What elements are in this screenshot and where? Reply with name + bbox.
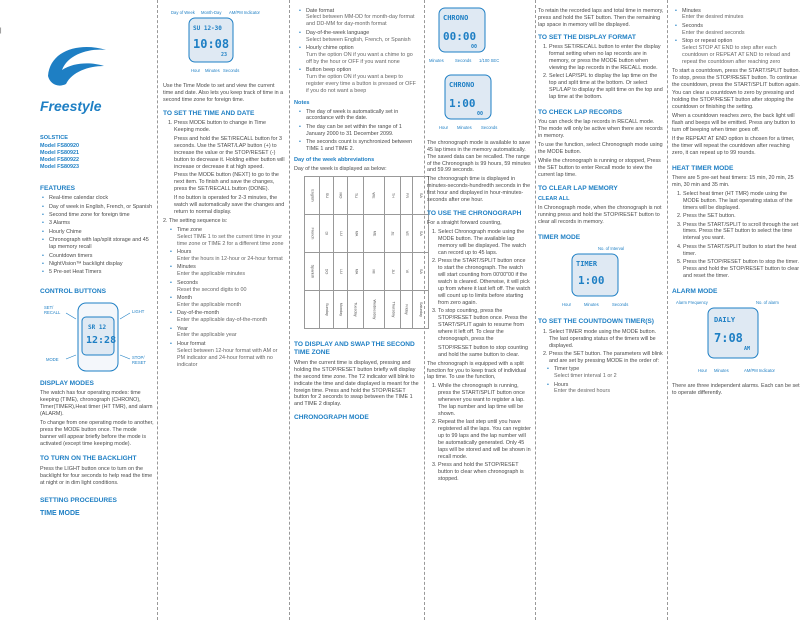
fold-line [667,0,668,620]
step-text: Press the MODE button (NEXT) to go to the next item. To finish and save the changes, press the SET/RECALL button (DONE). [174,172,279,193]
timer-mode-title: TIMER MODE [538,233,581,241]
sequence-item: • Button beep option Turn the option ON if you want a beep to register every time a button is pressed or OFF if you do not want a beep [306,67,420,95]
countdown-sequence [554,366,664,395]
note-item: • The day can be set within the range of 1 January 2000 to 31 December 2099. [306,124,420,138]
svg-text:10:08: 10:08 [193,37,230,51]
clear-all-title: CLEAR ALL [538,196,570,203]
step-item: 2. Press the SET button. [683,213,800,220]
svg-text:No. of Interval: No. of Interval [598,246,625,252]
step-item: 1. Select heat timer (HT TMR) mode using the MODE button. The last operating status of the timers will be displayed. [683,191,800,212]
set-time-title: TO SET THE TIME AND DATE [163,109,255,117]
sequence-item: • Day-of-the-week language Select between English, French, or Spanish [306,30,420,44]
svg-text:SET/: SET/ [44,304,54,310]
svg-text:1/100 SEC: 1/100 SEC [479,58,500,63]
svg-text:23: 23 [221,52,228,58]
svg-text:1:00: 1:00 [578,274,605,288]
svg-text:Seconds: Seconds [481,124,498,130]
svg-text:00: 00 [471,44,478,50]
table-cell [305,291,320,329]
svg-text:AM/PM Indicator: AM/PM Indicator [229,10,260,15]
sequence-item: • Stop or repeat option Select STOP AT END to step after each countdown or REPEAT AT END to reload and repeat the countdown after reaching zero [682,38,800,66]
svg-text:DAILY: DAILY [714,316,736,325]
table-cell: MA [348,215,363,253]
heat-timer-text: There are 5 pre-set heat timers: 15 min, 20 min, 25 min, 30 min and 35 min. [672,175,794,188]
solstice-title: SOLSTICE [40,135,68,141]
table-cell: Friday [401,291,413,329]
time-mode-title: TIME MODE [40,510,80,517]
svg-text:Minutes: Minutes [429,58,444,63]
svg-text:Hour: Hour [191,68,201,73]
chrono-text: The chronograph mode is available to save 45 lap times in the memory automatically. The saved data can be recalled. The range of the Chronograph is 99 hours, 59 minutes and 59.99 seconds. [427,139,531,174]
step-item: 5. Press the STOP/RESET button to stop the timer. Press and hold the STOP/RESET button to clear and reset the timer. [683,259,800,280]
display-format-title: TO SET THE DISPLAY FORMAT [538,33,636,41]
swap-text: When the current time is displayed, pressing and holding the STOP/RESET button briefly will display the second time zone. The T2 indicator will blink to indicate the time and date displayed is meant for the foreign time. Press and hold the STOP/RESET button for 2 seconds to swap between the TIME 1 and TIME 2 display. [294,359,419,408]
svg-text:STOP/: STOP/ [132,354,145,360]
fold-line [535,0,536,620]
table-cell: WE [363,177,384,215]
table-cell: Sunday [319,291,333,329]
table-cell: English [305,177,320,215]
feature-item: • Day of week in English, French, or Spanish [49,204,154,211]
svg-text:Minutes: Minutes [457,124,472,130]
sequence-item: • Time zone Select TIME 1 to set the current time in your time zone or TIME 2 for a different time zone [177,227,285,248]
svg-text:Seconds: Seconds [612,302,629,308]
display-modes-text: To change from one operating mode to another, press the MODE button once. The mode banner will appear briefly before the mode is activated (except time keeping mode). [40,419,154,447]
set-time-steps [174,120,285,216]
svg-text:Hour: Hour [698,368,708,374]
timer-text: To start a countdown, press the START/SPLIT button. To stop, press the STOP/RESET button. To continue the countdown, press the START/SPLIT button again. [672,67,800,88]
sequence-item: • Hours Enter the desired hours [554,382,664,396]
heat-timer-title: HEAT TIMER MODE [672,164,734,172]
sequence-item: • Minutes Enter the desired minutes [682,8,800,22]
svg-text:SR 12: SR 12 [88,323,107,331]
model-list [40,143,154,171]
time-mode-intro: Use the Time Mode to set and view the current time and date. Also lets you keep track of time in a second time zone for foreign time. [163,82,284,103]
table-cell: Wednesday [363,291,384,329]
check-lap-text: To use the function, select Chronograph mode using the MODE button. [538,142,663,155]
table-cell: SU [319,177,333,215]
notes-title: Notes [294,99,310,106]
feature-item: • Second time zone for foreign time [49,212,154,219]
note-item: • The seconds count is synchronized between TIME 1 and TIME 2. [306,139,420,153]
column-2 [163,0,285,620]
column-1 [40,0,154,620]
note-item: • The day of week is automatically set in accordance with the date. [306,109,420,123]
svg-text:MODE: MODE [46,356,59,362]
feature-item: • 3 Alarms [49,220,154,227]
step-text: Press MODE button to change in Time Keeping mode. [174,120,266,133]
svg-text:7:08: 7:08 [714,331,743,346]
svg-text:AM/PM Indicator: AM/PM Indicator [744,368,775,374]
table-cell: TU [348,177,363,215]
svg-text:00: 00 [477,110,484,117]
table-cell: DO [319,253,333,291]
watch-control-diagram [40,299,154,375]
table-cell: Monday [333,291,348,329]
step-item: 2. Repeat the last step until you have registered all the laps. You can register up to 99 laps and the lap number will be automatically generated. Only 45 laps will be stored and will be shown in recall mode. [438,419,531,460]
table-cell: MA [348,253,363,291]
brand-name: Freestyle [40,98,102,114]
svg-text:Minutes: Minutes [714,368,729,374]
control-buttons-title: CONTROL BUTTONS [40,288,107,296]
feature-item: • Real-time calendar clock [49,195,154,202]
alarm-display-diagram [672,298,800,378]
countdown-steps [549,329,664,365]
use-chrono-steps [438,229,531,343]
table-cell: SA [412,253,428,291]
table-cell: Tuesday [348,291,363,329]
fold-line [289,0,290,620]
step-item: 2. Select LAP/SPL to display the lap time on the top and split time at the bottom. Or select SPL/LAP to display the split time on the top and lap time at the bottom. [549,73,664,101]
feature-item: • Countdown timers [49,253,154,260]
step-item: 1. While the chronograph is running, press the START/SPLIT button once whenever you want to register a lap. The lap number and lap time will be shown. [438,383,531,418]
svg-text:AM: AM [744,346,751,353]
clear-lap-title: TO CLEAR LAP MEMORY [538,184,618,192]
table-cell: French [305,215,320,253]
table-cell: FR [401,177,413,215]
sequence-item: • Hours Enter the hours in 12-hour or 24-hour format [177,249,285,263]
sequence-item: • Year Enter the applicable year [177,326,285,340]
sequence-intro: 2. The setting sequence is: [163,217,228,224]
use-chrono-title: TO USE THE CHRONOGRAPH [427,209,522,217]
svg-text:Alarm Frequency: Alarm Frequency [676,300,708,306]
svg-text:1:00: 1:00 [449,96,476,110]
svg-text:RESET: RESET [132,359,146,365]
step-item: 2. Press the START/SPLIT button once to start the chronograph. The watch will start counting from 00'00"00 if the watch is cleared. Otherwise, it will pick up from where it last left off. The watch will count up to limits before starting from zero again. [438,258,531,306]
table-cell: SA [412,177,428,215]
display-modes-text: The watch has four operating modes: time keeping (TIME), chronograph (CHRONO), Timer(TIMER),Heat timer (HT TMR), and alarm (ALARM). [40,390,153,417]
svg-text:12:28: 12:28 [86,334,117,346]
svg-text:CHRONO: CHRONO [443,14,469,22]
day-abbreviation-table [304,176,429,329]
sequence-item: • Date format Select between MM-DD for month-day format and DD-MM for day-month format [306,8,420,29]
chrono-text: The chronograph time is displayed in minutes-seconds-hundredth seconds in the first hour and displayed in hour-minutes-seconds after one hour. [427,176,531,204]
countdown-title: TO SET THE COUNTDOWN TIMER(S) [538,318,654,326]
model-item: Model FS80922 [40,156,79,163]
chrono-text: STOP/RESET button to stop counting and hold the same button to clear. [438,344,528,358]
chrono-hour-diagram [427,73,531,135]
table-cell: JE [384,215,401,253]
heat-timer-steps [683,191,800,280]
svg-text:Month-Day: Month-Day [201,10,222,15]
svg-text:Seconds: Seconds [223,68,240,73]
sequence-item: • Day-of-the-month Enter the applicable day-of-the-month [177,310,285,324]
table-cell: Spanish [305,253,320,291]
split-text: The chronograph is equipped with a split function for you to keep track of individual lap time. To use the function, [427,360,527,381]
edge-mark: | [0,28,2,34]
step-item: 3. To stop counting, press the STOP/RESET button once. Press the START/SPLIT again to resume from where it left off. To clear the chronograph, press the [438,308,531,343]
abbr-intro: Day of the week is displayed as below: [294,166,387,173]
setting-sequence [177,227,285,369]
split-steps [438,383,531,483]
features-title: FEATURES [40,184,76,192]
table-cell: DI [319,215,333,253]
svg-text:CHRONO: CHRONO [449,80,475,89]
abbr-title: Day of the week abbreviations [294,156,375,163]
table-cell: MO [333,177,348,215]
timer-display-diagram [538,244,664,310]
backlight-title: TO TURN ON THE BACKLIGHT [40,455,137,463]
column-6 [672,0,800,620]
check-lap-text: While the chronograph is running or stopped, Press the SET button to enter Recall mode to view the current lap time. [538,157,661,178]
alarm-text: There are three independent alarms. Each can be set to operate differently. [672,383,800,396]
table-cell: LU [333,253,348,291]
model-item: Model FS80921 [40,150,79,157]
sequence-item: • Hourly chime option Turn the option ON if you want a chime to go off by the hour or OFF if you want none [306,45,420,66]
step-text: If no button is operated for 2-3 minutes, the watch will automatically save the changes and return to normal display. [174,195,285,215]
feature-item: • Hourly Chime [49,229,154,236]
column-5 [538,0,664,620]
fold-line [157,0,158,620]
step-item: 1. Select Chronograph mode using the MODE button. The available lap memory will be displayed. The watch can record up to 45 laps. [438,229,531,257]
setting-procedures-title: SETTING PROCEDURES [40,496,117,504]
sequence-item: • Seconds Reset the second digits to 00 [177,280,285,294]
backlight-text: Press the LIGHT button once to turn on the backlight for four seconds to help read the time at night or in dim light conditions. [40,465,153,486]
feature-item: • NightVision™ backlight display [49,261,154,268]
step-item: 3. Press the START/SPLIT to scroll through the set times. Press the SET button to select the time interval you want. [683,222,800,243]
table-cell: SA [412,215,428,253]
sequence-item: • Month Enter the applicable month [177,295,285,309]
use-chrono-intro: For a straight forward counting, [427,220,502,227]
svg-text:00:00: 00:00 [443,30,477,43]
sequence-item: • Seconds Enter the desired seconds [682,23,800,37]
model-item: Model FS80920 [40,143,79,150]
svg-text:TIMER: TIMER [576,260,598,269]
step-item: 2. Press the SET button. The parameters will blink and are set by pressing MODE in the order of: [549,351,664,365]
table-cell: Thursday [384,291,401,329]
countdown-sequence-cont [682,8,800,66]
chrono-mode-title: CHRONOGRAPH MODE [294,414,369,422]
display-format-steps [549,44,664,101]
table-cell: JU [384,253,401,291]
svg-text:Minutes: Minutes [584,302,599,308]
svg-text:Seconds: Seconds [455,58,472,63]
check-lap-text: You can check the lap records in RECALL mode. The mode will only be active when there are records in memory. [538,119,663,140]
clear-lap-text: In Chronograph mode, when the chronograph is not running press and hold the STOP/RESET button to clear all records in memory. [538,205,662,225]
svg-text:Hour: Hour [562,302,572,308]
display-modes-title: DISPLAY MODES [40,379,94,387]
table-cell: TH [384,177,401,215]
step-text: Press and hold the SET/RECALL button for 3 seconds. Use the START/LAP button (+) to increase the value or the STOP/RESET (-) button to decrease it. Holding either button will increase or decrease it at high speed. [174,135,285,170]
table-cell: LU [333,215,348,253]
feature-item: • Chronograph with lap/split storage and 45 lap memory recall [49,237,154,251]
table-cell: VI [401,253,413,291]
step-item [174,120,285,216]
step-item: 3. Press and hold the STOP/RESET button to clear when chronograph is stopped. [438,462,531,483]
timer-text: You can clear a countdown to zero by pressing and holding the STOP/RESET button after stopping the countdown or finishing the setting. [672,90,795,111]
step-item: 1. Select TIMER mode using the MODE button. The last operating status of the timers will be displayed. [549,329,664,350]
step-item: 1. Press SET/RECALL button to enter the display format setting when no lap records are in memory, or press the MODE button when viewing the lap records in the RECALL mode. [549,44,664,72]
svg-text:LIGHT: LIGHT [132,308,145,314]
setting-sequence-cont [306,8,420,95]
features-list [49,195,154,276]
sequence-item: • Hour format Select between 12-hour format with AM or PM indicator and 24-hour format with no indicator [177,341,285,369]
notes-list [306,109,420,153]
svg-text:SU 12-30: SU 12-30 [193,25,222,32]
alarm-mode-title: ALARM MODE [672,287,718,295]
table-cell: VE [401,215,413,253]
swap-title: TO DISPLAY AND SWAP THE SECOND TIME ZONE [294,341,415,357]
recall-text: To retain the recorded laps and total time in memory, press and hold the SET button. Then the remaining lap space in memory will be displayed. [538,8,664,28]
table-cell: ME [363,215,384,253]
model-item: Model FS80923 [40,163,79,170]
column-4 [427,0,531,620]
svg-text:Hour: Hour [439,124,449,130]
feature-item: • 5 Pre-set Heat Timers [49,269,154,276]
svg-text:Minutes: Minutes [205,68,220,73]
timer-text: If the REPEAT AT END option is chosen for a timer, the timer will repeat the countdown after reaching zero, it can repeat up to 99 rounds. [672,135,795,156]
time-display-diagram [163,6,285,78]
freestyle-logo-icon [40,36,116,94]
column-3 [294,0,423,620]
table-cell: Saturday [412,291,428,329]
table-cell: MI [363,253,384,291]
svg-text:RECALL: RECALL [44,309,61,315]
sequence-item: • Timer type Select timer interval 1 or 2 [554,366,664,380]
step-item: 4. Press the START/SPLIT button to start the heat timer. [683,244,800,258]
svg-text:No. of alarm: No. of alarm [756,300,779,306]
sequence-item: • Minutes Enter the applicable minutes [177,264,285,278]
check-lap-title: TO CHECK LAP RECORDS [538,108,623,116]
chrono-display-diagram [427,6,531,70]
svg-text:Day of Week: Day of Week [171,10,195,15]
timer-text: When a countdown reaches zero, the back light will flash and beeps will be emitted. Press any button to turn off beeping when timer goes off. [672,113,796,133]
